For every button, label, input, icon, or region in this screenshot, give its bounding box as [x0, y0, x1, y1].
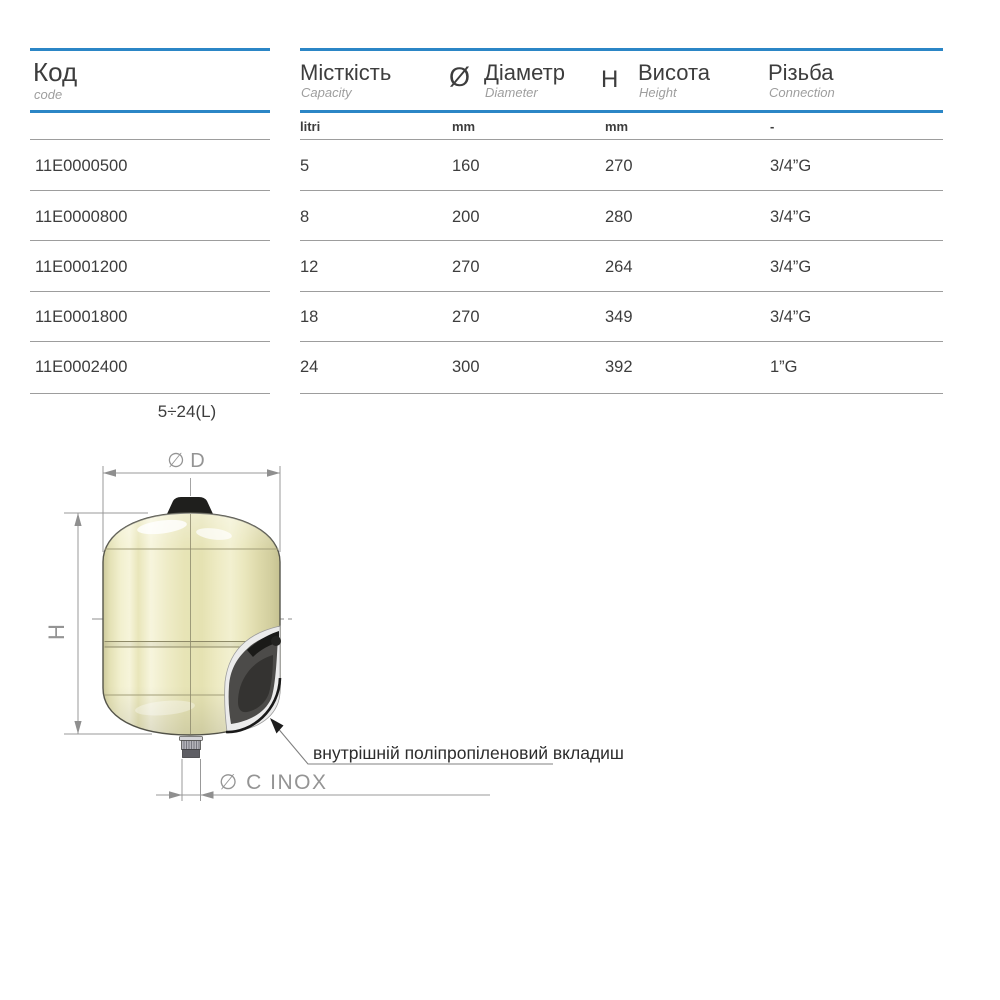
- capacity-cell: 5: [300, 157, 310, 175]
- height-cell: 280: [605, 208, 633, 226]
- capacity-cell: 24: [300, 358, 319, 376]
- code-cell: 11E0001800: [35, 308, 128, 326]
- row-divider: [30, 393, 270, 394]
- arrowhead-left: [169, 791, 182, 799]
- row-divider: [30, 139, 270, 140]
- row-divider: [300, 139, 943, 140]
- spec-table-top-rule: [300, 48, 943, 51]
- code-column-title: Код: [33, 57, 78, 87]
- unit-label: -: [770, 119, 775, 134]
- diameter-cell: 270: [452, 308, 480, 326]
- row-divider: [300, 190, 943, 191]
- height-symbol: H: [601, 66, 619, 93]
- arrowhead-top: [74, 513, 81, 526]
- height-column-subtitle: Height: [639, 85, 677, 100]
- arrowhead-bottom: [74, 721, 81, 734]
- row-divider: [300, 291, 943, 292]
- fitting-nut: [183, 750, 200, 758]
- code-cell: 11E0002400: [35, 358, 128, 376]
- fitting-flange: [180, 737, 203, 741]
- connection-dim-label: ∅ C INOX: [219, 771, 328, 794]
- left-table-top-rule: [30, 48, 270, 51]
- height-cell: 270: [605, 157, 633, 175]
- code-cell: 11E0000800: [35, 208, 128, 226]
- capacity-cell: 12: [300, 258, 319, 276]
- arrowhead-right: [201, 791, 214, 799]
- code-cell: 11E0001200: [35, 258, 128, 276]
- code-column-subtitle: code: [34, 87, 63, 102]
- capacity-column-subtitle: Capacity: [301, 85, 352, 100]
- bottom-fitting: [180, 737, 203, 758]
- unit-label: litri: [300, 119, 321, 134]
- height-cell: 392: [605, 358, 633, 376]
- diameter-symbol: Ø: [449, 62, 471, 92]
- diameter-cell: 270: [452, 258, 480, 276]
- height-dim-label: H: [44, 624, 69, 640]
- connection-column-title: Різьба: [768, 60, 834, 85]
- unit-label: mm: [452, 119, 476, 134]
- tank-top-cap: [167, 497, 213, 514]
- liner-knob: [271, 636, 281, 646]
- diameter-dim-label: ∅ D: [167, 450, 205, 472]
- connection-cell: 1”G: [770, 358, 798, 376]
- height-cell: 264: [605, 258, 633, 276]
- row-divider: [30, 291, 270, 292]
- height-column-title: Висота: [638, 60, 711, 85]
- capacity-cell: 18: [300, 308, 319, 326]
- connection-column-subtitle: Connection: [769, 85, 835, 100]
- connection-cell: 3/4”G: [770, 157, 812, 175]
- diameter-cell: 200: [452, 208, 480, 226]
- thread-lines: [184, 741, 199, 749]
- row-divider: [30, 341, 270, 342]
- spec-table-header-rule: [300, 110, 943, 113]
- capacity-column-title: Місткість: [300, 60, 392, 85]
- leader-arrowhead: [270, 718, 284, 734]
- capacity-cell: 8: [300, 208, 310, 226]
- row-divider: [300, 240, 943, 241]
- row-divider: [300, 393, 943, 394]
- diameter-cell: 160: [452, 157, 480, 175]
- left-table-header-rule: [30, 110, 270, 113]
- capacity-range-caption: 5÷24(L): [157, 402, 217, 421]
- diameter-column-title: Діаметр: [484, 60, 565, 85]
- code-cell: 11E0000500: [35, 157, 128, 175]
- liner-note-label: внутрішній поліпропіленовий вкладиш: [313, 743, 624, 763]
- connection-cell: 3/4”G: [770, 208, 812, 226]
- connection-cell: 3/4”G: [770, 308, 812, 326]
- row-divider: [30, 240, 270, 241]
- arrowhead-left: [103, 469, 116, 477]
- height-cell: 349: [605, 308, 633, 326]
- diameter-cell: 300: [452, 358, 480, 376]
- unit-label: mm: [605, 119, 629, 134]
- arrowhead-right: [267, 469, 280, 477]
- expansion-tank-drawing: [0, 430, 700, 820]
- row-divider: [30, 190, 270, 191]
- connection-cell: 3/4”G: [770, 258, 812, 276]
- diameter-column-subtitle: Diameter: [485, 85, 538, 100]
- row-divider: [300, 341, 943, 342]
